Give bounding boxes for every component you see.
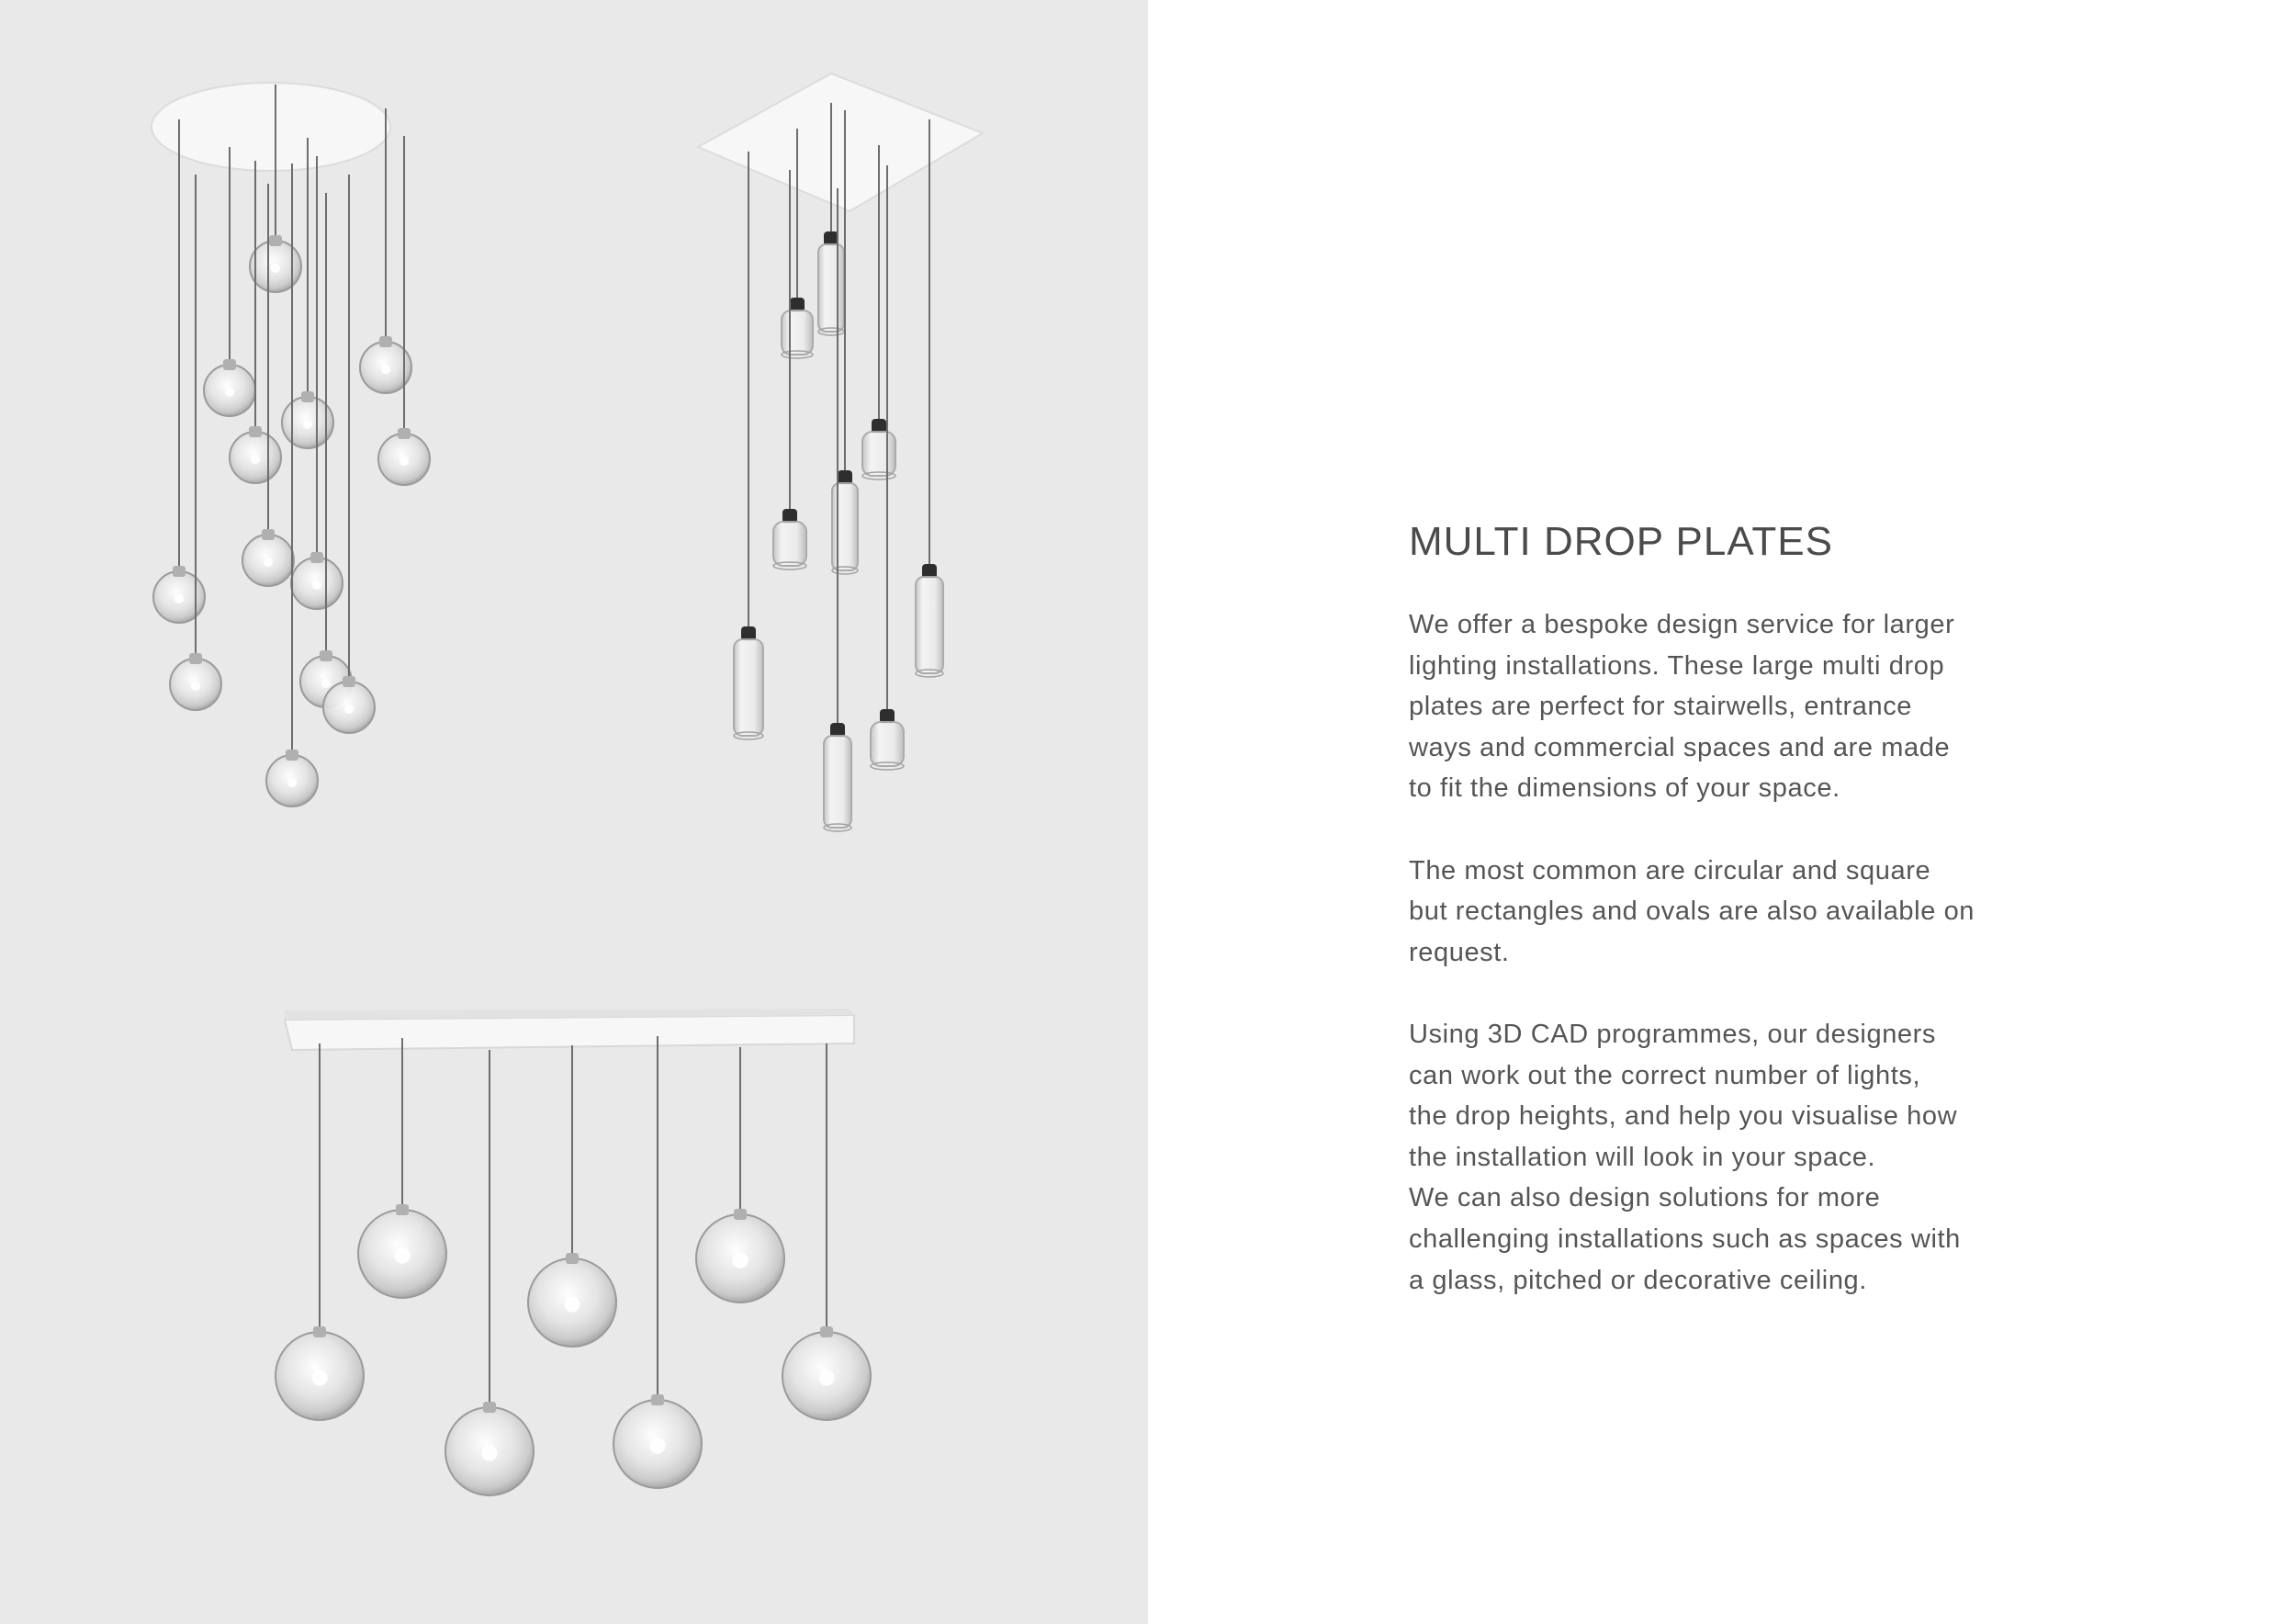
paragraph-solutions: We can also design solutions for more challenging installations such as spaces with a glass, pitched or decorative ceiling.: [1409, 1183, 1961, 1295]
globe-pendant: [358, 1038, 446, 1298]
globe-pendant: [276, 1043, 364, 1420]
globe-pendant: [291, 156, 343, 609]
globe-pendant: [323, 175, 375, 733]
globe-pendant: [696, 1047, 784, 1303]
cylinder-pendant: [773, 170, 806, 570]
circular-plate-group: [152, 83, 430, 806]
linear-plate-drops: [276, 1036, 871, 1495]
text-panel: [1409, 514, 2052, 1342]
cylinder-pendant: [916, 119, 943, 677]
globe-pendant: [528, 1045, 616, 1347]
cylinder-pendant: [734, 152, 763, 739]
globe-pendant: [230, 161, 281, 483]
linear-ceiling-plate: [285, 1015, 854, 1050]
globe-pendant: [782, 1043, 871, 1420]
square-plate-group: [698, 73, 983, 831]
paragraph-shapes: The most common are circular and square but rectangles and ovals are also available on request.: [1409, 855, 1975, 967]
globe-pendant: [204, 147, 255, 416]
globe-pendant: [445, 1050, 534, 1495]
linear-plate-group: [276, 1009, 871, 1495]
section-title: MULTI DROP PLATES: [1409, 519, 1833, 564]
globe-pendant: [170, 175, 221, 710]
globe-pendant: [153, 119, 205, 623]
round-ceiling-plate: [152, 83, 390, 171]
paragraph-cad: Using 3D CAD programmes, our designers can work out the correct number of lights, the drop heights, and help you visualise how the installation will look in your space.: [1409, 1019, 1958, 1172]
globe-pendant: [613, 1036, 702, 1488]
circular-plate-drops: [153, 85, 430, 806]
square-plate-drops: [734, 103, 943, 831]
paragraph-intro: We offer a bespoke design service for larger lighting installations. These large multi drop plates are perfect for stairwells, entrance ways and commercial spaces and are made to fit the dimensions of your space.: [1409, 610, 1955, 804]
square-ceiling-plate: [698, 73, 983, 211]
